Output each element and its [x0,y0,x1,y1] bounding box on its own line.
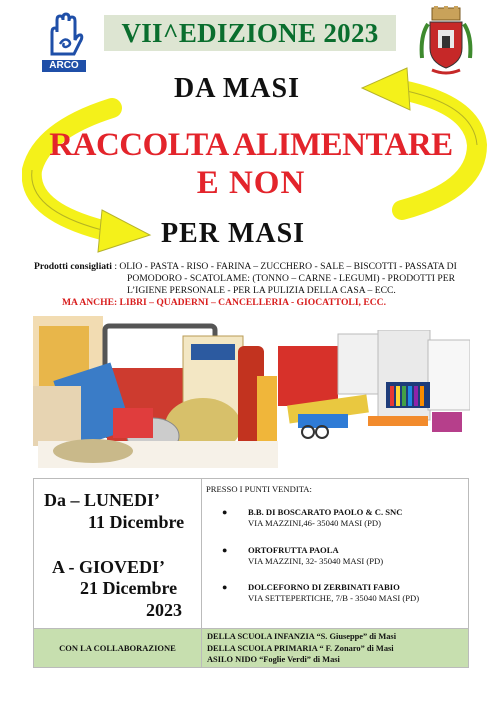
collaboration-row [34,628,468,667]
bullet-icon: ● [222,545,228,555]
date-year: 2023 [146,600,182,620]
products-line-3: L’IGIENE PERSONALE - PER LA PULIZIA DELLA CASA – ECC. [127,285,396,296]
shop-address: VIA MAZZINI,46- 35040 MASI (PD) [248,518,381,528]
recommended-products [34,261,484,297]
arco-logo-text: ARCO [42,60,86,72]
products-line-1: : OLIO - PASTA - RISO - FARINA – ZUCCHERO - SALE – BISCOTTI - PASSATA DI [114,261,457,272]
title-line-2: E NON [196,165,306,201]
shop-item [222,507,468,529]
edition-banner: VII^EDIZIONE 2023 [104,15,396,51]
food-basket-image [33,316,278,468]
school-supplies-image [278,330,470,442]
points-cell [202,479,468,628]
school-line-2: DELLA SCUOLA PRIMARIA “ F. Zonaro” di Masi [207,643,394,653]
date-from-prefix: Da – LUNEDI’ [44,490,161,510]
shop-name: ORTOFRUTTA PAOLA [248,545,339,555]
shop-name: DOLCEFORNO DI ZERBINATI FABIO [248,582,400,592]
collaboration-label: CON LA COLLABORAZIONE [34,629,202,668]
heading-da-masi: DA MASI [173,73,300,104]
heading-per-masi: PER MASI [160,218,306,249]
dates-cell [34,479,202,628]
hand-icon [38,10,90,60]
shop-item [222,545,468,567]
info-table [33,478,469,668]
date-to: 21 Dicembre [80,578,178,598]
shop-address: VIA SETTEPERTICHE, 7/B - 35040 MASI (PD) [248,593,420,603]
shop-address: VIA MAZZINI, 32- 35040 MASI (PD) [248,556,384,566]
points-header: PRESSO I PUNTI VENDITA: [206,484,312,494]
title-line-1: RACCOLTA ALIMENTARE [49,127,453,163]
shop-name: B.B. DI BOSCARATO PAOLO & C. SNC [248,507,403,517]
date-to-prefix: A - GIOVEDI’ [52,557,166,577]
date-from: 11 Dicembre [88,512,185,532]
bullet-icon: ● [222,507,228,517]
school-line-1: DELLA SCUOLA INFANZIA “S. Giuseppe” di Masi [207,632,397,641]
products-line-2: POMODORO - SCATOLAME: (TONNO – CARNE - LEGUMI) - PRODOTTI PER [127,273,455,284]
also-items: MA ANCHE: LIBRI – QUADERNI – CANCELLERIA - GIOCATTOLI, ECC. [62,297,387,308]
collaboration-schools [207,631,467,666]
shop-item [222,582,468,604]
school-line-3: ASILO NIDO “Foglie Verdi” di Masi [207,655,340,664]
bullet-icon: ● [222,582,228,592]
products-label: Prodotti consigliati [34,261,112,272]
